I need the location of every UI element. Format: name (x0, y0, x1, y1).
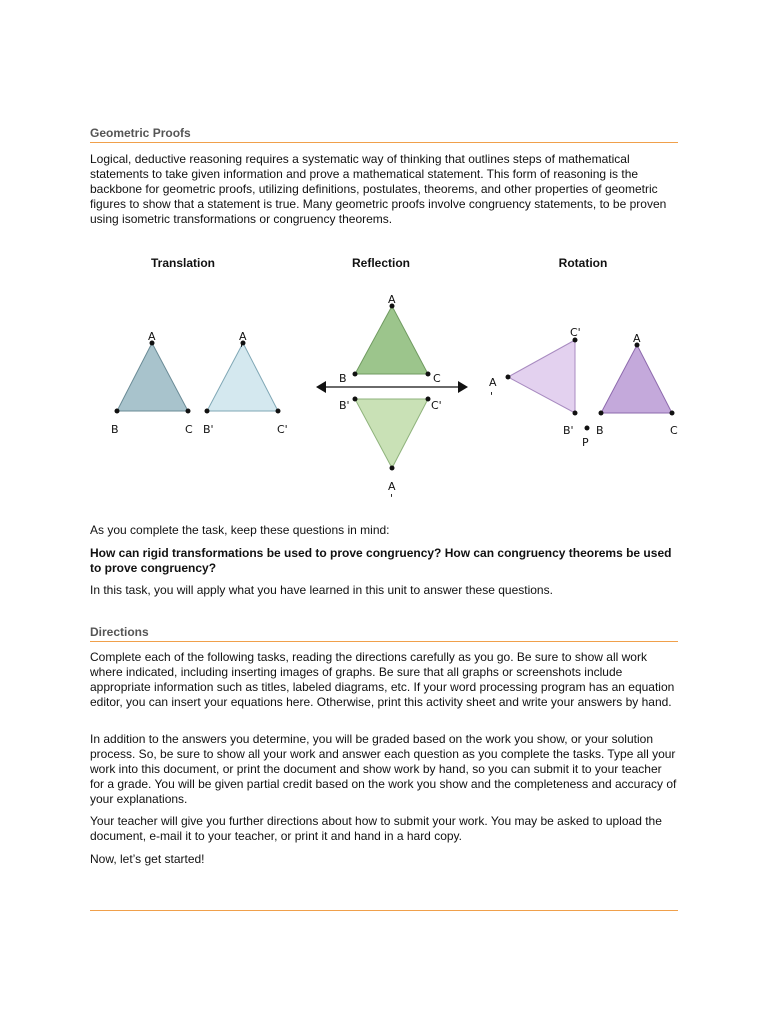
label-b-prime: B' (339, 399, 350, 412)
label-a: A (388, 293, 396, 306)
translation-triangle-original (117, 343, 188, 411)
label-a-prime-mark: ' (240, 342, 244, 355)
reflection-triangle-image (355, 399, 428, 468)
point-dot (276, 409, 281, 414)
reflection-triangle-original (355, 306, 428, 374)
label-c: C (433, 372, 441, 385)
label-c-prime: C' (431, 399, 442, 412)
point-dot (573, 411, 578, 416)
directions-paragraph-4: Now, let’s get started! (90, 852, 205, 866)
point-dot (205, 409, 210, 414)
apply-statement: In this task, you will apply what you have learned in this unit to answer these questions. (90, 583, 553, 597)
point-dot (390, 466, 395, 471)
intro-paragraph: Logical, deductive reasoning requires a systematic way of thinking that outlines steps of mathematical statements to take given information and prove a mathematical statement. This form of reasoning is the backbone for geometric proofs, utilizing definitions, postulates, theorems, and other properties of geometric figures to show that a statement is true. Many geometric proofs involve congruency statements, to be proven using isometric transformations or congruency theorems. (90, 152, 667, 226)
label-c: C (670, 424, 678, 437)
rotation-title: Rotation (558, 256, 608, 270)
point-dot (426, 372, 431, 377)
label-a-prime: A (239, 330, 247, 343)
rotation-diagram (489, 326, 678, 449)
translation-diagram (111, 330, 288, 436)
label-c-prime: C' (570, 326, 581, 339)
label-a-prime: A (489, 376, 497, 389)
directions-paragraph-3: Your teacher will give you further directions about how to submit your work. You may be asked to upload the document, e-mail it to your teacher, or print it and hand in a hard copy. (90, 814, 662, 843)
label-b: B (596, 424, 604, 437)
label-a: A (633, 332, 641, 345)
directions-paragraph-1: Complete each of the following tasks, reading the directions carefully as you go. Be sure to show all work where indicated, including inserting images of graphs. Be sure that all graphs or screenshots include appropriate information such as titles, labeled diagrams, etc. If your word processing program has an equation editor, you can insert your equations here. Otherwise, print this activity sheet and write your answers by hand. (90, 650, 675, 709)
label-a-prime: A (388, 480, 396, 493)
point-dot (115, 409, 120, 414)
label-a-prime-mark: ' (490, 390, 494, 403)
directions-paragraph-2: In addition to the answers you determine, you will be graded based on the work you show, or your solution process. So, be sure to show all your work and answer each question as you complete the tasks. Type all your work into this document, or print the document and show work by hand, so you can submit it to your teacher for a grade. You will be given partial credit based on the work you show and the completeness and accuracy of your explanations. (90, 732, 677, 806)
essential-questions: How can rigid transformations be used to prove congruency? How can congruency theorems be used to prove congruency? (90, 546, 672, 575)
point-dot (599, 411, 604, 416)
rotation-triangle-original (601, 345, 672, 413)
label-a: A (148, 330, 156, 343)
label-b-prime: B' (203, 423, 214, 436)
section-heading-geometric-proofs: Geometric Proofs (90, 126, 678, 143)
point-dot (186, 409, 191, 414)
reflection-diagram (316, 293, 468, 505)
label-c-prime: C' (277, 423, 288, 436)
arrow-right-icon (458, 381, 468, 393)
label-a-prime-mark: ' (390, 492, 394, 505)
point-dot (353, 397, 358, 402)
label-p: P (582, 436, 589, 449)
translation-title: Translation (150, 256, 215, 270)
label-b: B (111, 423, 119, 436)
rotation-triangle-image (508, 340, 575, 413)
center-point-p (585, 426, 590, 431)
point-dot (426, 397, 431, 402)
label-b-prime: B' (563, 424, 574, 437)
point-dot (506, 375, 511, 380)
point-dot (670, 411, 675, 416)
reflection-title: Reflection (351, 256, 410, 270)
footer-divider (90, 910, 678, 911)
point-dot (353, 372, 358, 377)
label-b: B (339, 372, 347, 385)
arrow-left-icon (316, 381, 326, 393)
questions-prompt: As you complete the task, keep these questions in mind: (90, 523, 390, 537)
section-heading-directions: Directions (90, 625, 678, 642)
label-c: C (185, 423, 193, 436)
